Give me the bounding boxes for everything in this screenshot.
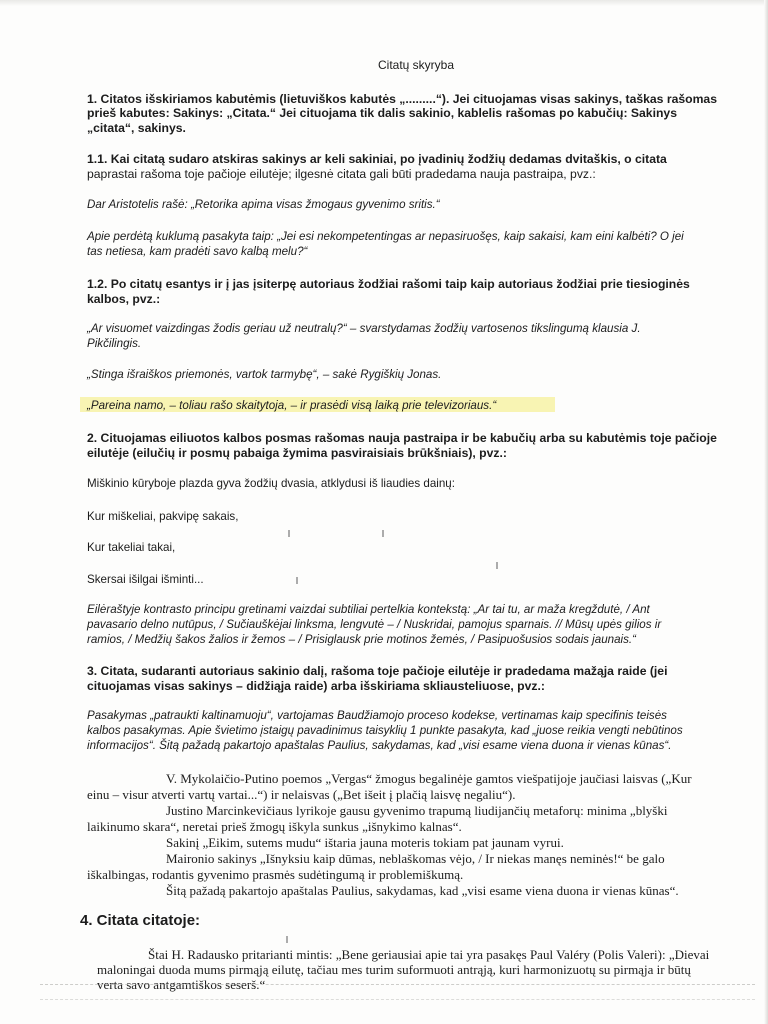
verse-intro: Miškinio kūryboje plazda gyva žodžių dvasia, atklydusi iš liaudies dainų: [87, 477, 455, 490]
rule-2-line: eilutėje (eilučių ir posmų pabaiga žymima pasviraisiais brūkšniais), pvz.: [87, 446, 507, 460]
serif-example: Maironio sakinys „Išnyksiu kaip dūmas, neblaškomas vėjo, / Ir niekas manęs neminės!“ be galo [166, 851, 665, 866]
nested-quote-line: Štai H. Radausko pritarianti mintis: „Bene geriausiai apie tai yra pasakęs Paul Valéry (Polis Valeri): „Dievai [148, 947, 710, 962]
serif-example: iškalbingas, rodantis gyvenimo prasmės sudėtingumą ir problemiškumą. [87, 867, 464, 882]
section-heading: 4. Citata citatoje: [80, 912, 201, 929]
scan-speck [296, 577, 298, 584]
verse-line: Kur takeliai takai, [87, 541, 176, 554]
serif-example: Justino Marcinkevičiaus lyrikoje gausu gyvenimo trapumą liudijančių metaforų: minima „blyški [166, 803, 668, 818]
scan-noise [40, 984, 755, 1000]
scan-speck [496, 562, 498, 569]
scan-speck [288, 530, 290, 537]
scan-edge [0, 0, 768, 6]
serif-example: V. Mykolaičio-Putino poemos „Vergas“ žmogus begalinėje gamtos viešpatijoje jaučiasi laisvas („Kur [166, 771, 692, 786]
highlighted-example: „Pareina namo, – toliau rašo skaitytoja, – ir prasėdi visą laiką prie televizoriaus.“ [87, 399, 497, 412]
scan-speck [286, 936, 288, 943]
example-quote: ramios, / Medžių šakos žalios ir žemos – / Prisiglausk prie motinos žemės, / Pasipuošusios sodais jaunais.“ [87, 633, 636, 646]
example-quote: informacijos“. Šitą pažadą pakartojo apaštalas Paulius, sakydamas, kad „visi esame viena duona ir vienas kūnas“. [87, 739, 672, 752]
scan-speck [382, 530, 384, 537]
example-quote: Pikčilingis. [87, 337, 142, 350]
rule-1-line: „citata“, sakinys. [87, 121, 186, 135]
example-quote: pavasario delno nutūpus, / Sučiauškėjai linksma, lengvutė – / Nuskridai, pamojus sparnais. // Mūsų upės gilios ir [87, 618, 662, 631]
rule-1-1-line: paprastai rašoma toje pačioje eilutėje; ilgesnė citata gali būti pradedama nauja pastraipa, pvz.: [87, 167, 596, 181]
serif-example: einu – visur atverti vartų vartai...“) ir nelaisvas („Bet išeit į plačią laisvę negaliu“). [87, 787, 516, 802]
scan-edge [764, 0, 768, 1024]
rule-3-line: cituojamas visas sakinys – didžiąja raide) arba išskiriama skliausteliuose, pvz.: [87, 679, 545, 693]
rule-1-1-line: 1.1. Kai citatą sudaro atskiras sakinys ar keli sakiniai, po įvadinių žodžių dedamas dvitaškis, o citata [87, 152, 667, 166]
rule-3-line: 3. Citata, sudaranti autoriaus sakinio dalį, rašoma toje pačioje eilutėje ir pradedama mažąja raide (jei [87, 664, 668, 678]
example-quote: tas netiesa, kam pradėti savo kalbą melu?“ [87, 245, 308, 258]
serif-example: laikinumo skara“, neretai prieš žmogų iškyla sunkus „išnykimo kalnas“. [87, 819, 462, 834]
rule-1-2-line: kalbos, pvz.: [87, 292, 161, 306]
serif-example: Sakinį „Eikim, sutems mudu“ ištaria jauna moteris tokiam pat jaunam vyrui. [166, 835, 564, 850]
nested-quote-line: verta savo antgamtiškos seserš.“ [97, 977, 266, 992]
example-quote: kalbos pasakymas. Apie švietimo įstaigų pavadinimus taisyklių 1 punkte pasakyta, kad „juose reikia vengti nebūtinos [87, 724, 683, 737]
example-quote: „Ar visuomet vaizdingas žodis geriau už neutralų?“ – svarstydamas žodžių vartosenos tikslingumą klausia J. [87, 322, 641, 335]
rule-1-line: 1. Citatos išskiriamos kabutėmis (lietuviškos kabutės „.........“). Jei cituojamas visas sakinys, taškas rašomas [87, 92, 717, 106]
example-quote: „Stinga išraiškos priemonės, vartok tarmybę“, – sakė Rygiškių Jonas. [87, 368, 442, 381]
verse-line: Kur miškeliai, pakvipę sakais, [87, 510, 239, 523]
example-quote: Dar Aristotelis rašė: „Retorika apima visas žmogaus gyvenimo sritis.“ [87, 198, 440, 211]
rule-1-2-line: 1.2. Po citatų esantys ir į jas įsiterpę autoriaus žodžiai rašomi taip kaip autoriaus žodžiai prie tiesioginės [87, 277, 690, 291]
rule-2-line: 2. Cituojamas eiliuotos kalbos posmas rašomas nauja pastraipa ir be kabučių arba su kabutėmis toje pačioje [87, 431, 717, 445]
example-quote: Pasakymas „patraukti kaltinamuoju“, vartojamas Baudžiamojo proceso kodekse, vertinamas kaip specifinis teisės [87, 709, 667, 722]
nested-quote-line: maloningai duoda mums pirmąją eilutę, tačiau mes turim suformuoti antrąją, kuri harmonizuotų su pirmąja ir būtų [97, 962, 691, 977]
example-quote: Apie perdėtą kuklumą pasakyta taip: „Jei esi nekompetentingas ar nepasiruošęs, kaip sakaisi, kam eini kalbėti? O jei [87, 230, 684, 243]
example-quote: Eilėraštyje kontrasto principu gretinami vaizdai subtiliai pertelkia kontekstą: „Ar tai tu, ar maža kregždutė, / Ant [87, 603, 650, 616]
verse-line: Skersai išilgai išminti... [87, 573, 204, 586]
serif-example: Šitą pažadą pakartojo apaštalas Paulius, sakydamas, kad „visi esame viena duona ir vienas kūnas“. [166, 883, 679, 898]
page-title: Citatų skyryba [378, 58, 455, 72]
rule-1-line: prieš kabutes: Sakinys: „Citata.“ Jei cituojama tik dalis sakinio, kablelis rašomas po kabučių: Sakinys [87, 106, 677, 120]
